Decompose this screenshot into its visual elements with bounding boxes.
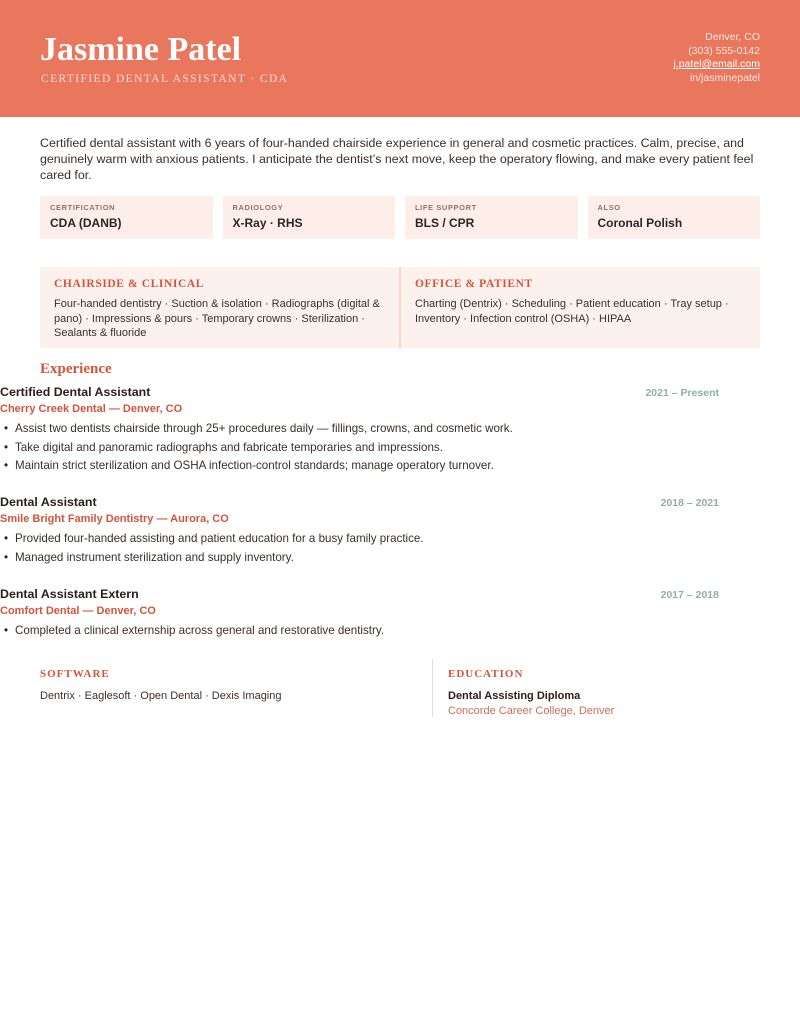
experience-heading: Experience	[40, 361, 112, 377]
credential-card	[588, 196, 761, 239]
job-entry	[0, 495, 760, 567]
credential-label: RADIOLOGY	[232, 203, 284, 212]
job-title: Dental Assistant Extern	[0, 587, 139, 601]
credential-value: CDA (DANB)	[50, 216, 122, 230]
credentials-row	[40, 196, 760, 239]
credential-label: ALSO	[597, 203, 621, 212]
skills-heading: OFFICE & PATIENT	[415, 278, 533, 290]
credential-value: X-Ray · RHS	[232, 216, 303, 230]
header-banner	[0, 0, 800, 117]
software-list: Dentrix · Eaglesoft · Open Dental · Dexis Imaging	[40, 690, 282, 702]
job-dates: 2018 – 2021	[660, 497, 719, 509]
skills-column-chairside	[40, 267, 399, 348]
credential-label: CERTIFICATION	[50, 203, 116, 212]
job-bullet: • Provided four-handed assisting and patient education for a busy family practice.	[0, 530, 760, 549]
job-title: Dental Assistant	[0, 495, 97, 509]
credential-card	[40, 196, 213, 239]
education-section	[432, 659, 760, 717]
contact-location: Denver, CO	[705, 31, 760, 43]
job-bullet: • Take digital and panoramic radiographs and fabricate temporaries and impressions.	[0, 439, 760, 458]
bottom-section	[40, 659, 760, 717]
job-bullet: • Managed instrument sterilization and supply inventory.	[0, 549, 760, 568]
software-section	[40, 659, 432, 717]
skills-list: Four-handed dentistry · Suction & isolation · Radiographs (digital & pano) · Impressions & pours · Temporary crowns · Sterilization · Sealants & fluoride	[54, 298, 380, 339]
contact-phone: (303) 555-0142	[688, 44, 760, 57]
credential-label: LIFE SUPPORT	[415, 203, 477, 212]
job-company: Cherry Creek Dental — Denver, CO	[0, 403, 183, 415]
job-bullet: • Assist two dentists chairside through 25+ procedures daily — fillings, crowns, and cosmetic work.	[0, 420, 760, 439]
credential-value: Coronal Polish	[597, 216, 683, 230]
contact-linkedin: in/jasminepatel	[689, 71, 760, 84]
job-bullet: • Completed a clinical externship across general and restorative dentistry.	[0, 622, 760, 641]
credential-card	[223, 196, 396, 239]
job-company: Comfort Dental — Denver, CO	[0, 605, 156, 617]
job-dates: 2021 – Present	[645, 387, 719, 399]
job-title: Certified Dental Assistant	[0, 385, 151, 399]
job-entry	[0, 385, 760, 476]
candidate-tagline: CERTIFIED DENTAL ASSISTANT · CDA	[41, 73, 289, 85]
credential-value: BLS / CPR	[415, 216, 475, 230]
education-school: Concorde Career College, Denver	[448, 705, 615, 717]
education-degree: Dental Assisting Diploma	[448, 690, 581, 702]
credential-card	[405, 196, 578, 239]
skills-heading: CHAIRSIDE & CLINICAL	[54, 278, 205, 290]
skills-column-office	[399, 267, 760, 348]
skills-panel	[40, 267, 760, 348]
education-heading: EDUCATION	[448, 668, 524, 680]
job-entry	[0, 587, 760, 641]
candidate-name: Jasmine Patel	[40, 31, 242, 68]
software-heading: SOFTWARE	[40, 668, 110, 680]
summary-text: Certified dental assistant with 6 years of four-handed chairside experience in general and cosmetic practices. Calm, precise, and genuinely warm with anxious patients. I anticipate the dentist’s next move, keep the operatory flowing, and make every patient feel cared for.	[40, 136, 754, 182]
job-dates: 2017 – 2018	[660, 589, 719, 601]
job-bullets	[0, 530, 760, 567]
skills-list: Charting (Dentrix) · Scheduling · Patient education · Tray setup · Inventory · Infection control (OSHA) · HIPAA	[415, 298, 729, 325]
job-company: Smile Bright Family Dentistry — Aurora, CO	[0, 513, 229, 525]
job-bullets	[0, 420, 760, 476]
contact-info	[673, 31, 760, 85]
job-bullet: • Maintain strict sterilization and OSHA infection-control standards; manage operatory turnover.	[0, 457, 760, 476]
contact-email-link[interactable]: j.patel@email.com	[673, 58, 760, 70]
job-bullets	[0, 622, 760, 641]
